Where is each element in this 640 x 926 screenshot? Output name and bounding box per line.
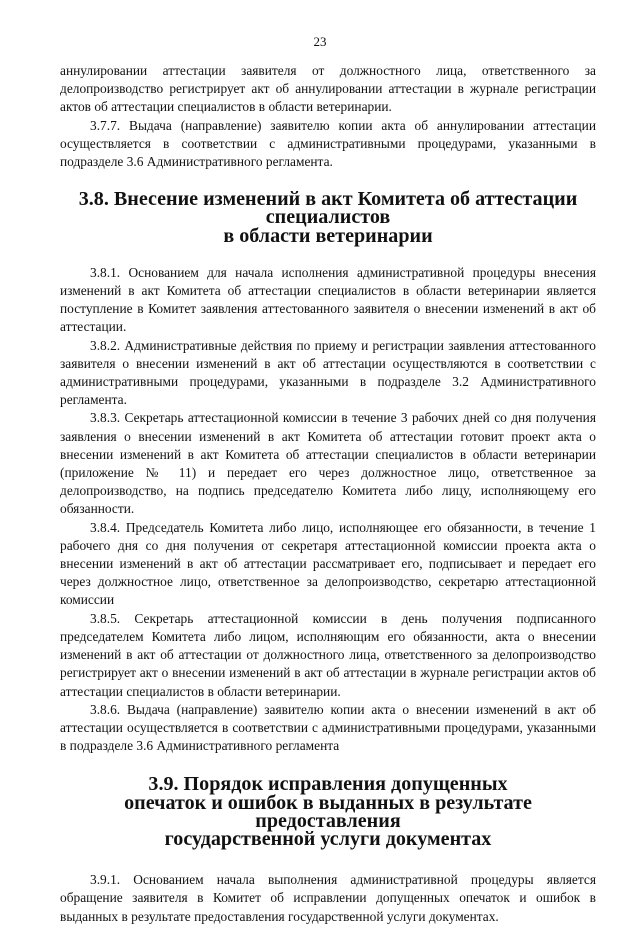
paragraph-3-7-7: 3.7.7. Выдача (направление) заявителю копии акта об аннулировании аттестации осуществляется в соответствии с административными процедурами, указанными в подразделе 3.6 Административного регламента. bbox=[60, 117, 596, 170]
page-number: 23 bbox=[313, 34, 327, 49]
paragraph-3-8-5: 3.8.5. Секретарь аттестационной комиссии в день получения подписанного председателем Комитета либо лицом, исполняющим его обязанности, акта о внесении изменений в акт об аттестации от должностного лица, ответственного за делопроизводство регистрирует акт о внесении изменений в акт об аттестации в журнале регистрации актов об аттестации специалистов в области ветеринарии. bbox=[60, 610, 596, 699]
paragraph-3-8-6: 3.8.6. Выдача (направление) заявителю копии акта о внесении изменений в акт об аттестации осуществляется в соответствии с административными процедурами, указанными в подразделе 3.6 Административного регламента bbox=[60, 701, 596, 754]
paragraph-continuation: аннулировании аттестации заявителя от должностного лица, ответственного за делопроизводство регистрирует акт об аннулировании аттестации в журнале регистрации актов об аттестации специалистов в области ветеринарии. bbox=[60, 63, 596, 115]
section-heading-3-8 bbox=[60, 190, 596, 245]
paragraph-3-8-3: 3.8.3. Секретарь аттестационной комиссии в течение 3 рабочих дней со дня получения заявления о внесении изменений в акт Комитета об аттестации готовит проект акта о внесении изменений в акт Комитета об аттестации специалистов в области ветеринарии (приложение № 11) и передает его через должностное лицо, ответственное за делопроизводство, на подпись председателю Комитета либо лицу, исполняющему его обязанности. bbox=[60, 410, 596, 517]
section-heading-3-8-line-2: в области ветеринарии bbox=[223, 224, 433, 247]
document-body bbox=[60, 62, 596, 926]
section-heading-3-9 bbox=[60, 775, 596, 848]
section-heading-3-8-line-1: 3.8. Внесение изменений в акт Комитета об аттестации специалистов bbox=[78, 188, 578, 229]
paragraph-3-8-2: 3.8.2. Административные действия по приему и регистрации заявления аттестованного заявителя о внесении изменений в акт об аттестации осуществляются в соответствии с административными процедурами, указанными в подразделе 3.2 Административного регламента. bbox=[60, 337, 596, 408]
paragraph-3-8-4: 3.8.4. Председатель Комитета либо лицо, исполняющее его обязанности, в течение 1 рабочего дня со дня получения от секретаря аттестационной комиссии проекта акта о внесении изменений в акт об аттестации рассматривает его, подписывает и передает его через должностное лицо, ответственное за делопроизводство, секретарю аттестационной комиссии bbox=[60, 519, 596, 608]
paragraph-3-9-1: 3.9.1. Основанием начала выполнения административной процедуры является обращение заявителя в Комитет об исправлении допущенных опечаток и ошибок в выданных в результате предоставления государственной услуги документах. bbox=[60, 872, 596, 924]
section-heading-3-9-line-1: 3.9. Порядок исправления допущенных bbox=[148, 773, 508, 796]
paragraph-3-8-1: 3.8.1. Основанием для начала исполнения административной процедуры внесения изменений в акт Комитета об аттестации специалистов в области ветеринарии является поступление в Комитет заявления аттестованного заявителя о внесении изменений в акт об аттестации. bbox=[60, 264, 596, 335]
section-heading-3-9-line-3: государственной услуги документах bbox=[164, 827, 492, 850]
section-heading-3-9-line-2: опечаток и ошибок в выданных в результате предоставления bbox=[124, 791, 532, 832]
